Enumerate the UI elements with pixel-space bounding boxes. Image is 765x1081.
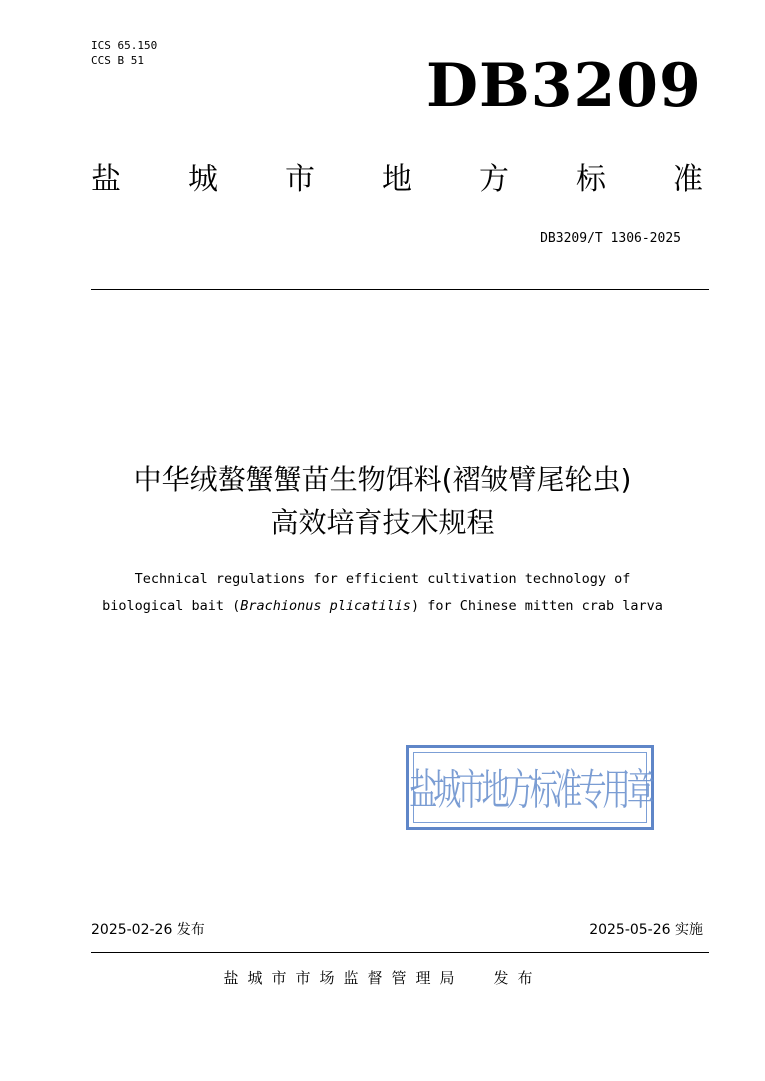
standard-type-char: 地 [382,162,412,197]
title-en-line2-pre: biological bait ( [102,598,241,614]
title-en-line1: Technical regulations for efficient cultivation technology of [134,571,631,587]
publisher-action: 发布 [493,969,542,987]
db-code-logo: DB3209 [426,51,702,121]
release-date: 2025-02-26 发布 [91,922,205,938]
ccs-code: CCS B 51 [91,54,144,67]
implement-date: 2025-05-26 实施 [589,922,703,938]
standard-type-char: 盐 [91,162,121,197]
standard-type-heading [91,160,703,200]
official-seal-inner-border [409,752,651,823]
official-seal-text: 盐城市地方标准专用章 [409,766,651,816]
species-name: Brachionus plicatilis [240,598,411,614]
top-divider [91,289,709,290]
title-en-line2-post: ) for Chinese mitten crab larva [410,598,663,614]
standard-type-char: 方 [479,162,509,197]
official-seal [406,745,654,830]
classification-codes [91,38,157,68]
standard-number: DB3209/T 1306-2025 [540,231,681,246]
title-cn-line2: 高效培育技术规程 [270,506,495,539]
publisher-org: 盐城市市场监督管理局 [223,969,464,987]
standard-type-char: 市 [285,162,315,197]
standard-type-char: 标 [576,162,606,197]
title-cn-line1: 中华绒螯蟹蟹苗生物饵料(褶皱臂尾轮虫) [133,463,632,496]
title-en-line2 [60,593,705,620]
standard-type-char: 城 [188,162,218,197]
bottom-divider [91,952,709,953]
standard-type-char: 准 [673,162,703,197]
ics-code: ICS 65.150 [91,39,158,52]
publisher-line [0,967,765,988]
